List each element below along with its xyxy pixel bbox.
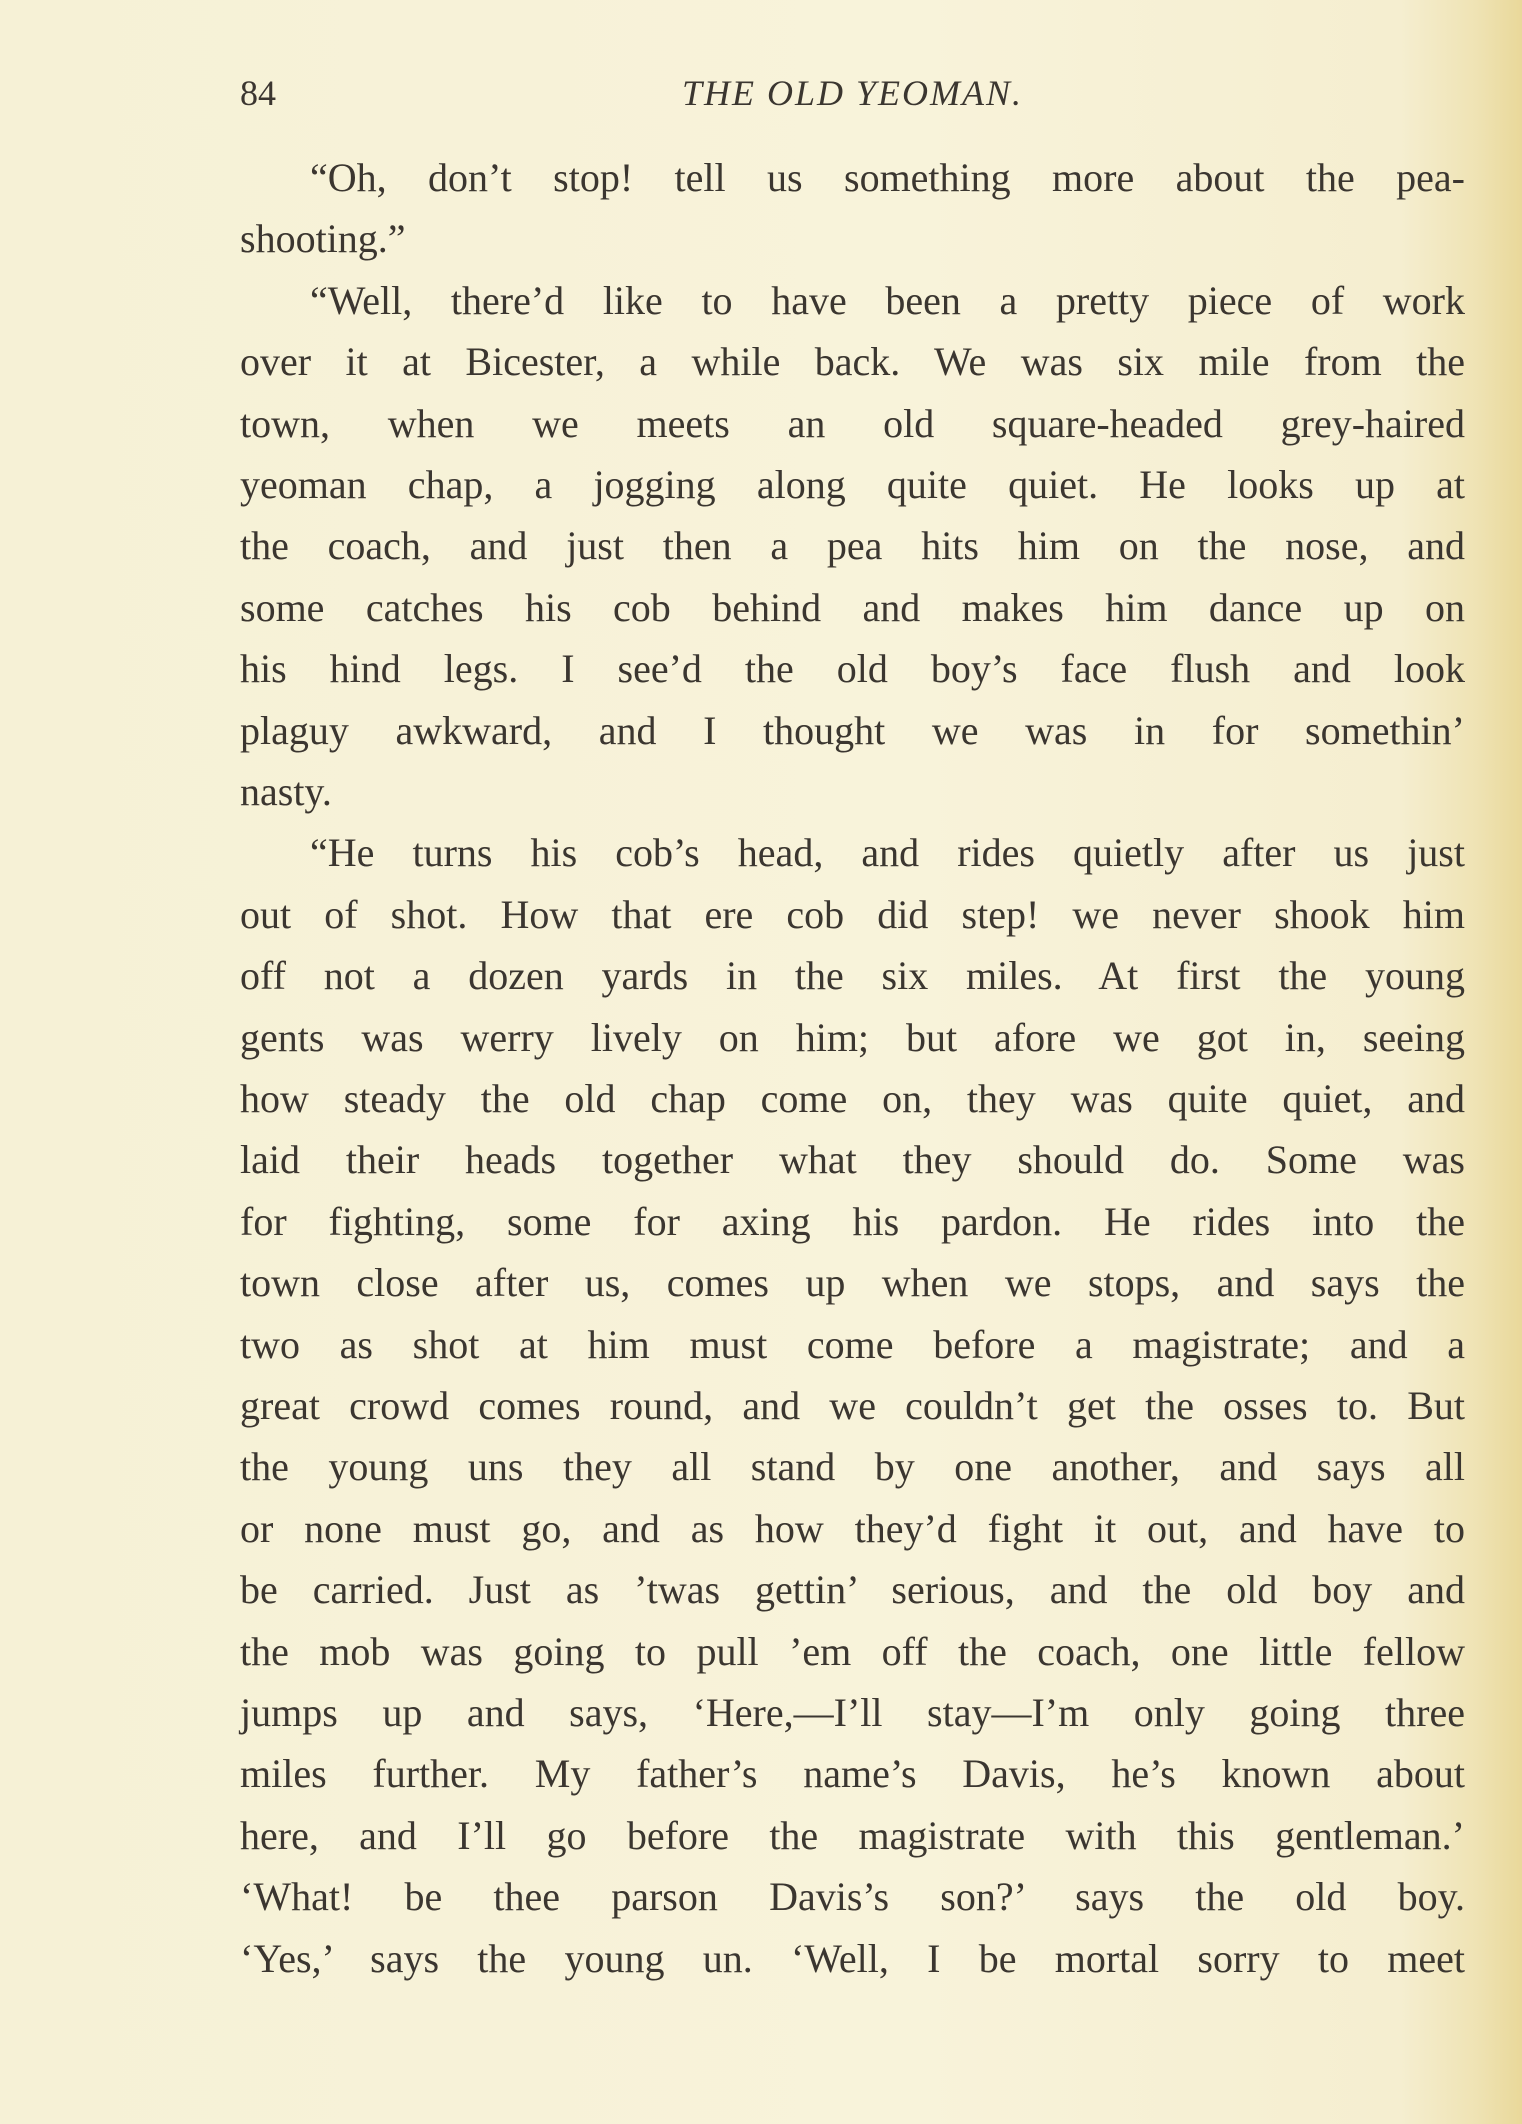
text-line: over it at Bicester, a while back. We was six mile from the bbox=[240, 339, 1465, 385]
text-line: two as shot at him must come before a magistrate; and a bbox=[240, 1321, 1465, 1367]
text-line: “Well, there’d like to have been a pretty piece of work bbox=[310, 277, 1465, 323]
text-line: jumps up and says, ‘Here,—I’ll stay—I’m only going three bbox=[240, 1690, 1465, 1735]
text-line: be carried. Just as ’twas gettin’ serious, and the old boy and bbox=[240, 1567, 1465, 1613]
text-line: how steady the old chap come on, they was quite quiet, and bbox=[240, 1076, 1465, 1121]
text-line: here, and I’ll go before the magistrate with this gentleman.’ bbox=[240, 1812, 1465, 1858]
running-title: THE OLD YEOMAN. bbox=[681, 73, 1024, 113]
text-line: some catches his cob behind and makes him dance up on bbox=[240, 584, 1465, 630]
text-line: shooting.” bbox=[240, 216, 406, 262]
text-line: ‘Yes,’ says the young un. ‘Well, I be mortal sorry to meet bbox=[240, 1935, 1465, 1981]
text-line: the young uns they all stand by one another, and says all bbox=[240, 1444, 1465, 1490]
text-line: his hind legs. I see’d the old boy’s face flush and look bbox=[240, 646, 1465, 692]
text-line: nasty. bbox=[240, 769, 332, 814]
text-line: yeoman chap, a jogging along quite quiet. He looks up at bbox=[240, 462, 1465, 507]
text-line: miles further. My father’s name’s Davis, he’s known about bbox=[240, 1751, 1465, 1797]
text-line: off not a dozen yards in the six miles. At first the young bbox=[240, 953, 1465, 999]
text-line: “He turns his cob’s head, and rides quietly after us just bbox=[310, 830, 1465, 876]
text-line: plaguy awkward, and I thought we was in for somethin’ bbox=[240, 707, 1465, 753]
text-line: the coach, and just then a pea hits him on the nose, and bbox=[240, 523, 1465, 569]
page-number: 84 bbox=[240, 73, 276, 113]
text-line: or none must go, and as how they’d fight it out, and have to bbox=[240, 1505, 1465, 1551]
text-line: town, when we meets an old square-headed grey-haired bbox=[240, 400, 1465, 446]
text-line: the mob was going to pull ’em off the coach, one little fellow bbox=[240, 1628, 1465, 1674]
text-line: gents was werry lively on him; but afore we got in, seeing bbox=[240, 1014, 1465, 1060]
text-line: “Oh, don’t stop! tell us something more about the pea- bbox=[310, 155, 1465, 200]
text-line: laid their heads together what they should do. Some was bbox=[240, 1137, 1465, 1183]
text-line: town close after us, comes up when we stops, and says the bbox=[240, 1260, 1465, 1306]
text-line: for fighting, some for axing his pardon. He rides into the bbox=[240, 1198, 1465, 1244]
text-line: ‘What! be thee parson Davis’s son?’ says the old boy. bbox=[240, 1874, 1465, 1920]
text-line: out of shot. How that ere cob did step! we never shook him bbox=[240, 891, 1465, 937]
text-line: great crowd comes round, and we couldn’t get the osses to. But bbox=[240, 1383, 1465, 1428]
running-head bbox=[240, 72, 1465, 132]
